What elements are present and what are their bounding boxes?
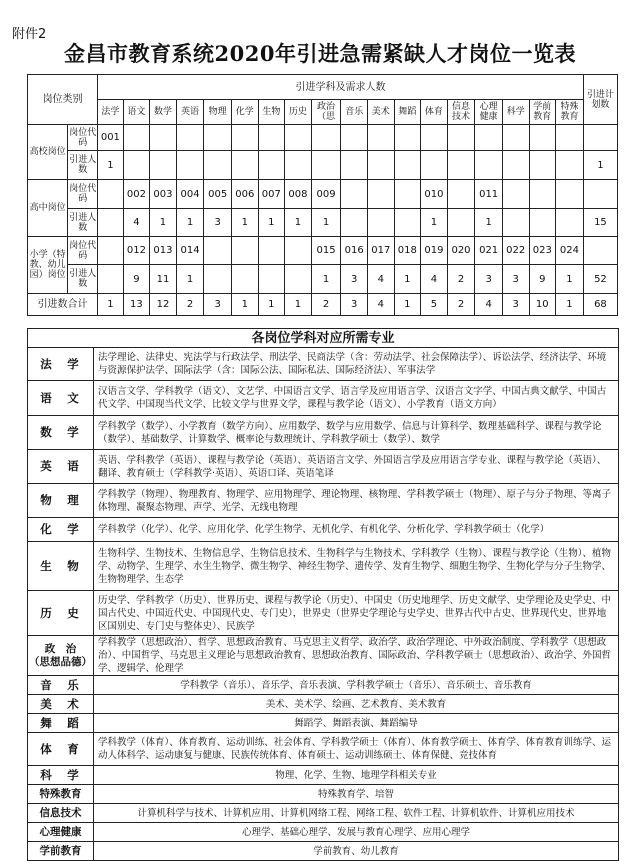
headcount-cell bbox=[502, 209, 529, 237]
position-code-cell bbox=[475, 125, 503, 151]
majors-text: 特殊教育学、培智 bbox=[94, 785, 619, 804]
subject-name: 心理健康 bbox=[28, 823, 94, 842]
subject-name: 法 学 bbox=[28, 348, 94, 381]
position-code-cell: 004 bbox=[176, 180, 204, 209]
plan-count-cell: 1 bbox=[583, 151, 617, 180]
position-code-cell: 014 bbox=[176, 237, 204, 265]
position-code-cell: 018 bbox=[394, 237, 421, 265]
subject-name: 科 学 bbox=[28, 766, 94, 785]
subject-name: 物 理 bbox=[28, 484, 94, 518]
headcount-cell: 1 bbox=[556, 265, 584, 294]
position-code-cell: 005 bbox=[204, 180, 232, 209]
position-code-cell bbox=[258, 125, 285, 151]
subject-majors-row bbox=[28, 785, 619, 804]
headcount-cell bbox=[258, 265, 285, 294]
position-code-cell bbox=[421, 125, 448, 151]
headcount-cell bbox=[341, 151, 368, 180]
position-code-cell: 024 bbox=[556, 237, 584, 265]
subject-header: 英语 bbox=[176, 100, 204, 125]
subject-header: 历史 bbox=[285, 100, 312, 125]
headcount-cell: 1 bbox=[176, 265, 204, 294]
headcount-cell bbox=[394, 209, 421, 237]
position-code-cell bbox=[204, 125, 232, 151]
headcount-cell bbox=[150, 151, 177, 180]
headcount-cell: 1 bbox=[232, 209, 259, 237]
majors-text: 学科教学（物理）、物理教育、物理学、应用物理学、理论物理、核物理、学科教学硕士（物理）、原子与分子物理、等离子体物理、凝聚态物理、声学、光学、无线电物理 bbox=[94, 484, 619, 518]
total-label: 引进数合计 bbox=[28, 294, 98, 316]
page-title: 金昌市教育系统2020年引进急需紧缺人才岗位一览表 bbox=[64, 41, 576, 66]
majors-text: 心理学、基础心理学、发展与教育心理学、应用心理学 bbox=[94, 823, 619, 842]
total-cell: 1 bbox=[285, 294, 312, 316]
position-code-cell: 020 bbox=[447, 237, 475, 265]
headcount-cell: 1 bbox=[176, 209, 204, 237]
position-row bbox=[28, 209, 618, 237]
majors-section-title: 各岗位学科对应所需专业 bbox=[28, 329, 619, 348]
headcount-cell: 1 bbox=[394, 265, 421, 294]
headcount-cell bbox=[204, 265, 232, 294]
headcount-cell bbox=[123, 151, 150, 180]
position-code-cell bbox=[311, 125, 341, 151]
positions-table bbox=[27, 74, 618, 316]
category-header: 岗位类别 bbox=[28, 75, 98, 125]
headcount-cell: 1 bbox=[150, 209, 177, 237]
subject-name: 化 学 bbox=[28, 518, 94, 542]
position-code-cell: 009 bbox=[311, 180, 341, 209]
total-cell: 2 bbox=[176, 294, 204, 316]
position-code-cell: 007 bbox=[258, 180, 285, 209]
subject-header: 数学 bbox=[150, 100, 177, 125]
majors-text: 法学理论、法律史、宪法学与行政法学、刑法学、民商法学（含：劳动法学、社会保障法学）、诉讼法学、经济法学、环境与资源保护法学、国际法学（含：国际公法、国际私法、国际经济法）、军事法学 bbox=[94, 348, 619, 381]
headcount-cell: 9 bbox=[529, 265, 556, 294]
headcount-cell bbox=[204, 151, 232, 180]
headcount-cell bbox=[529, 209, 556, 237]
plan-count-cell bbox=[583, 180, 617, 209]
position-code-cell bbox=[529, 125, 556, 151]
headcount-cell: 1 bbox=[285, 209, 312, 237]
subject-name: 数 学 bbox=[28, 416, 94, 450]
subject-name: 特殊教育 bbox=[28, 785, 94, 804]
total-cell: 13 bbox=[123, 294, 150, 316]
row-type-label: 引进人数 bbox=[68, 209, 98, 237]
subject-header: 心理健康 bbox=[475, 100, 503, 125]
position-code-cell bbox=[98, 237, 124, 265]
subject-name: 音 乐 bbox=[28, 676, 94, 695]
total-row bbox=[28, 294, 618, 316]
majors-text: 舞蹈学、舞蹈表演、舞蹈编导 bbox=[94, 714, 619, 733]
subject-majors-row bbox=[28, 591, 619, 636]
subject-name: 体 育 bbox=[28, 733, 94, 766]
majors-text: 汉语言文学、学科教学（语文）、文艺学、中国语言文学、语言学及应用语言学、汉语言文字学、中国古典文献学、中国古代文学、中国现当代文学、比较文学与世界文学，课程与教学论（语文）、小学教育（语文方向） bbox=[94, 381, 619, 416]
subject-majors-row bbox=[28, 348, 619, 381]
position-code-cell bbox=[123, 125, 150, 151]
subject-header: 音乐 bbox=[341, 100, 368, 125]
position-code-cell: 010 bbox=[421, 180, 448, 209]
position-code-cell bbox=[556, 125, 584, 151]
majors-text: 历史学、学科教学（历史）、世界历史、课程与教学论（历史）、中国史（历史地理学、历史文献学、史学理论及史学史、中国古代史、中国近代史、中国现代史、专门史），世界史（世界史学理论与史学史、世界古代中古史、世界现代史、世界地区国别史、专门史与整体史）、民族学 bbox=[94, 591, 619, 636]
headcount-cell bbox=[341, 209, 368, 237]
total-cell: 4 bbox=[368, 294, 395, 316]
position-code-cell: 001 bbox=[98, 125, 124, 151]
headcount-cell bbox=[258, 151, 285, 180]
subject-name: 舞 蹈 bbox=[28, 714, 94, 733]
position-code-cell bbox=[341, 125, 368, 151]
subject-majors-row bbox=[28, 733, 619, 766]
position-code-cell bbox=[447, 125, 475, 151]
subject-majors-row bbox=[28, 842, 619, 861]
subject-majors-row bbox=[28, 542, 619, 591]
subject-header: 体育 bbox=[421, 100, 448, 125]
position-code-cell bbox=[285, 125, 312, 151]
position-group-label: 高校岗位 bbox=[28, 125, 68, 180]
position-code-cell: 019 bbox=[421, 237, 448, 265]
headcount-cell bbox=[176, 151, 204, 180]
subject-name: 生 物 bbox=[28, 542, 94, 591]
subject-name: 学前教育 bbox=[28, 842, 94, 861]
subject-header: 化学 bbox=[232, 100, 259, 125]
majors-table bbox=[27, 328, 619, 861]
plan-header: 引进计划数 bbox=[583, 75, 617, 125]
majors-text: 美术、美术学、绘画、艺术教育、美术教育 bbox=[94, 695, 619, 714]
position-code-cell bbox=[447, 180, 475, 209]
position-code-cell: 013 bbox=[150, 237, 177, 265]
position-code-cell bbox=[204, 237, 232, 265]
subject-header: 特殊教育 bbox=[556, 100, 584, 125]
position-code-cell bbox=[176, 125, 204, 151]
total-cell: 1 bbox=[394, 294, 421, 316]
position-code-cell bbox=[258, 237, 285, 265]
plan-count-cell bbox=[583, 237, 617, 265]
subject-majors-row bbox=[28, 381, 619, 416]
position-group-label: 小学（特教、幼儿园）岗位 bbox=[28, 237, 68, 294]
total-cell: 3 bbox=[341, 294, 368, 316]
headcount-cell: 3 bbox=[475, 265, 503, 294]
position-code-cell bbox=[98, 180, 124, 209]
subject-majors-row bbox=[28, 804, 619, 823]
majors-text: 学科教学（数学）、小学教育（数学方向）、应用数学、数学与应用数学、信息与计算科学、数理基础科学、课程与教学论（数学）、基础数学、计算数学、概率论与数理统计、学科教学硕士（数学）、数学 bbox=[94, 416, 619, 450]
position-code-cell bbox=[285, 237, 312, 265]
total-cell: 12 bbox=[150, 294, 177, 316]
position-group-label: 高中岗位 bbox=[28, 180, 68, 237]
headcount-cell bbox=[447, 151, 475, 180]
position-row bbox=[28, 180, 618, 209]
subject-header: 法学 bbox=[98, 100, 124, 125]
headcount-cell bbox=[556, 151, 584, 180]
headcount-cell bbox=[98, 209, 124, 237]
subject-majors-row bbox=[28, 518, 619, 542]
headcount-cell: 4 bbox=[123, 209, 150, 237]
headcount-cell bbox=[285, 151, 312, 180]
position-code-cell: 015 bbox=[311, 237, 341, 265]
headcount-cell bbox=[421, 151, 448, 180]
total-cell: 1 bbox=[98, 294, 124, 316]
headcount-cell bbox=[502, 151, 529, 180]
subject-majors-row bbox=[28, 636, 619, 676]
position-code-cell: 022 bbox=[502, 237, 529, 265]
majors-text: 生物科学、生物技术、生物信息学、生物信息技术、生物科学与生物技术、学科教学（生物）、课程与教学论（生物）、植物学、动物学、生理学、水生生物学、微生物学、神经生物学、遗传学、发育生物学、细胞生物学、生物化学与分子生物学、生物物理学、生态学 bbox=[94, 542, 619, 591]
subject-header: 物理 bbox=[204, 100, 232, 125]
position-code-cell bbox=[502, 125, 529, 151]
majors-text: 学科教学（化学）、化学、应用化学、化学生物学、无机化学、有机化学、分析化学、学科教学硕士（化学） bbox=[94, 518, 619, 542]
plan-count-cell: 52 bbox=[583, 265, 617, 294]
headcount-cell: 1 bbox=[98, 151, 124, 180]
position-code-cell: 017 bbox=[368, 237, 395, 265]
headcount-cell: 1 bbox=[421, 209, 448, 237]
headcount-cell: 3 bbox=[341, 265, 368, 294]
position-code-cell: 003 bbox=[150, 180, 177, 209]
plan-count-cell bbox=[583, 125, 617, 151]
position-code-cell bbox=[232, 125, 259, 151]
position-row bbox=[28, 151, 618, 180]
subject-name: 历 史 bbox=[28, 591, 94, 636]
position-code-cell: 023 bbox=[529, 237, 556, 265]
headcount-cell: 2 bbox=[447, 265, 475, 294]
majors-text: 学科教学（思想政治）、哲学、思想政治教育、马克思主义哲学、政治学、政治学理论、中外政治制度、学科教学（思想政治）、中国哲学、马克思主义理论与思想政治教育、思想政治教育、国际政治、学科教学硕士（思想政治）、政治学、外国哲学、逻辑学、伦理学 bbox=[94, 636, 619, 676]
position-code-cell bbox=[502, 180, 529, 209]
subject-majors-row bbox=[28, 484, 619, 518]
majors-text: 学科教学（体育）、体育教育、运动训练、社会体育、学科教学硕士（体育）、体育教学硕士、体育学、体育教育训练学、运动人体科学、运动康复与健康、民族传统体育、体育硕士、运动训练硕士、体育保健、竞技体育 bbox=[94, 733, 619, 766]
subject-header: 学前教育 bbox=[529, 100, 556, 125]
subject-header: 政治（思 bbox=[311, 100, 341, 125]
headcount-cell: 1 bbox=[311, 265, 341, 294]
subject-header: 科学 bbox=[502, 100, 529, 125]
plan-count-cell: 15 bbox=[583, 209, 617, 237]
headcount-cell bbox=[475, 151, 503, 180]
headcount-cell: 1 bbox=[475, 209, 503, 237]
subject-majors-row bbox=[28, 766, 619, 785]
total-cell: 1 bbox=[556, 294, 584, 316]
headcount-cell bbox=[232, 151, 259, 180]
position-code-cell bbox=[368, 180, 395, 209]
subject-majors-row bbox=[28, 714, 619, 733]
position-code-cell bbox=[529, 180, 556, 209]
position-row bbox=[28, 125, 618, 151]
total-cell: 2 bbox=[447, 294, 475, 316]
subject-header: 语文 bbox=[123, 100, 150, 125]
headcount-cell: 3 bbox=[204, 209, 232, 237]
subject-majors-row bbox=[28, 695, 619, 714]
headcount-cell bbox=[447, 209, 475, 237]
headcount-cell: 4 bbox=[368, 265, 395, 294]
subject-name: 英 语 bbox=[28, 450, 94, 484]
position-code-cell: 002 bbox=[123, 180, 150, 209]
row-type-label: 引进人数 bbox=[68, 265, 98, 294]
position-code-cell bbox=[341, 180, 368, 209]
subject-majors-row bbox=[28, 676, 619, 695]
position-code-cell bbox=[232, 237, 259, 265]
subject-header: 美术 bbox=[368, 100, 395, 125]
total-cell: 10 bbox=[529, 294, 556, 316]
subject-majors-row bbox=[28, 823, 619, 842]
position-code-cell: 016 bbox=[341, 237, 368, 265]
total-cell: 1 bbox=[258, 294, 285, 316]
majors-text: 英语、学科教学（英语）、课程与教学论（英语）、英语语言文学、外国语言学及应用语言学专业、课程与教学论（英语）、翻译、教育硕士（学科教学·英语）、英语口译、英语笔译 bbox=[94, 450, 619, 484]
headcount-cell: 11 bbox=[150, 265, 177, 294]
position-code-cell: 012 bbox=[123, 237, 150, 265]
subject-header: 生物 bbox=[258, 100, 285, 125]
subject-name: 信息技术 bbox=[28, 804, 94, 823]
position-code-cell bbox=[556, 180, 584, 209]
majors-text: 学科教学（音乐）、音乐学、音乐表演、学科教学硕士（音乐）、音乐硕士、音乐教育 bbox=[94, 676, 619, 695]
position-code-cell bbox=[368, 125, 395, 151]
position-code-cell bbox=[394, 180, 421, 209]
total-plan-cell: 68 bbox=[583, 294, 617, 316]
row-type-label: 岗位代码 bbox=[68, 125, 98, 151]
position-code-cell: 006 bbox=[232, 180, 259, 209]
majors-text: 计算机科学与技术、计算机应用、计算机网络工程、网络工程、软件工程、计算机软件、计算机应用技术 bbox=[94, 804, 619, 823]
subject-name: 政 治 （思想品德） bbox=[28, 636, 94, 676]
total-cell: 3 bbox=[502, 294, 529, 316]
headcount-cell bbox=[394, 151, 421, 180]
headcount-cell: 4 bbox=[421, 265, 448, 294]
headcount-cell bbox=[232, 265, 259, 294]
position-code-cell: 008 bbox=[285, 180, 312, 209]
subject-majors-row bbox=[28, 416, 619, 450]
position-row bbox=[28, 237, 618, 265]
position-code-cell bbox=[150, 125, 177, 151]
total-cell: 2 bbox=[311, 294, 341, 316]
attachment-label: 附件2 bbox=[12, 27, 47, 42]
row-type-label: 岗位代码 bbox=[68, 180, 98, 209]
headcount-cell bbox=[556, 209, 584, 237]
headcount-cell: 9 bbox=[123, 265, 150, 294]
row-type-label: 岗位代码 bbox=[68, 237, 98, 265]
majors-text: 学前教育、幼儿教育 bbox=[94, 842, 619, 861]
headcount-cell: 3 bbox=[502, 265, 529, 294]
total-cell: 5 bbox=[421, 294, 448, 316]
headcount-cell: 1 bbox=[258, 209, 285, 237]
position-code-cell: 021 bbox=[475, 237, 503, 265]
subjects-group-header: 引进学科及需求人数 bbox=[98, 75, 584, 100]
headcount-cell bbox=[368, 151, 395, 180]
row-type-label: 引进人数 bbox=[68, 151, 98, 180]
headcount-cell bbox=[98, 265, 124, 294]
headcount-cell bbox=[285, 265, 312, 294]
position-code-cell bbox=[394, 125, 421, 151]
subject-majors-row bbox=[28, 450, 619, 484]
position-code-cell: 011 bbox=[475, 180, 503, 209]
subject-name: 语 文 bbox=[28, 381, 94, 416]
headcount-cell bbox=[311, 151, 341, 180]
headcount-cell: 1 bbox=[311, 209, 341, 237]
subject-header: 舞蹈 bbox=[394, 100, 421, 125]
subject-name: 美 术 bbox=[28, 695, 94, 714]
total-cell: 1 bbox=[232, 294, 259, 316]
position-row bbox=[28, 265, 618, 294]
total-cell: 3 bbox=[204, 294, 232, 316]
subject-header: 信息技术 bbox=[447, 100, 475, 125]
total-cell: 4 bbox=[475, 294, 503, 316]
headcount-cell bbox=[368, 209, 395, 237]
headcount-cell bbox=[529, 151, 556, 180]
majors-text: 物理、化学、生物、地理学科相关专业 bbox=[94, 766, 619, 785]
